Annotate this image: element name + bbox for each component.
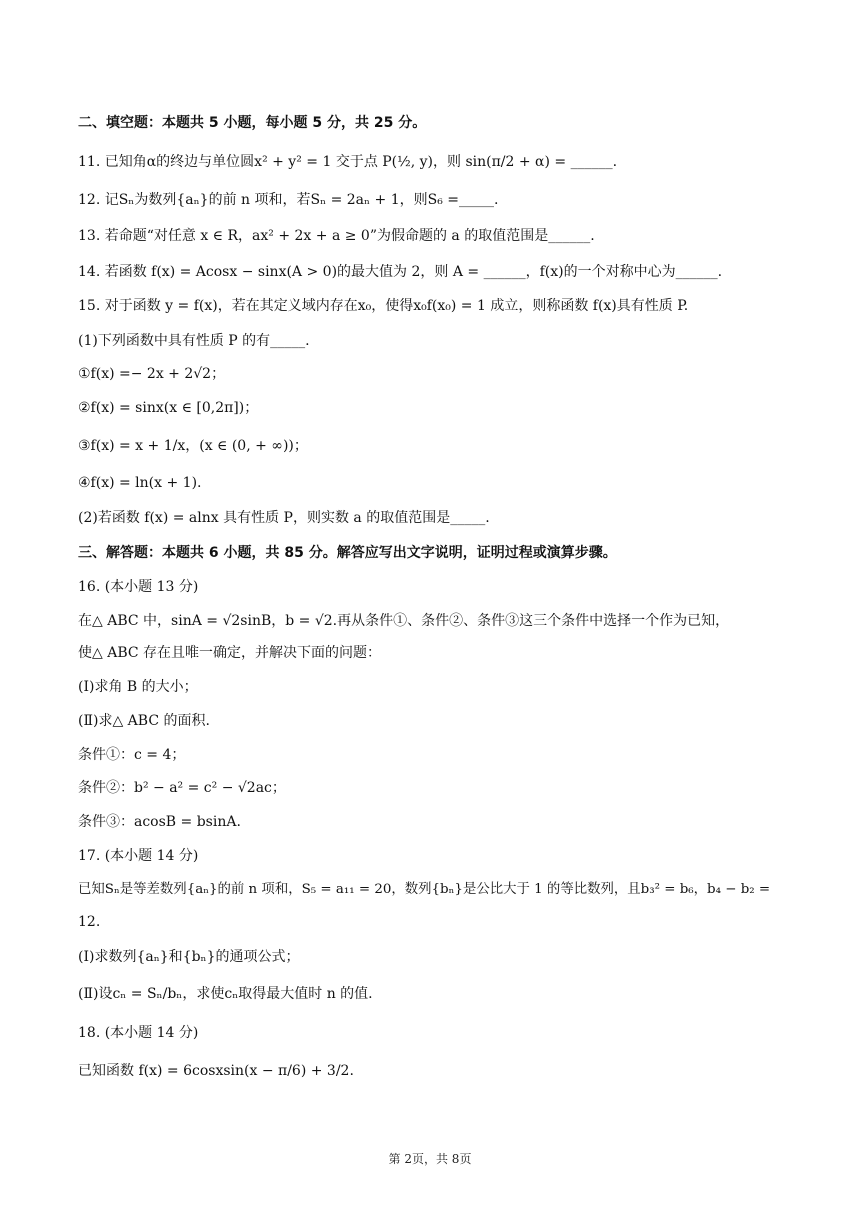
question-16-line-2: 使△ ABC 存在且唯一确定，并解决下面的问题： <box>78 645 382 661</box>
question-14: 14. 若函数 f(x) = Acosx − sinx(A > 0)的最大值为 2，则 A = ______，f(x)的一个对称中心为______. <box>78 264 723 280</box>
question-17-line-2: 12. <box>78 914 101 930</box>
question-18-line-1: 已知函数 f(x) = 6cosxsin(x − π/6) + 3/2. <box>78 1063 354 1079</box>
question-17-part-ii: (Ⅱ)设cₙ = Sₙ/bₙ，求使cₙ取得最大值时 n 的值. <box>78 986 373 1002</box>
question-16-part-i: (Ⅰ)求角 B 的大小； <box>78 679 198 695</box>
question-18-heading: 18. (本小题 14 分) <box>78 1025 199 1041</box>
question-16-part-ii: (Ⅱ)求△ ABC 的面积. <box>78 713 210 729</box>
question-16-line-1: 在△ ABC 中，sinA = √2sinB，b = √2.再从条件①、条件②、条件③这三个条件中选择一个作为已知， <box>78 613 730 629</box>
page-footer: 第 2页，共 8页 <box>388 1152 472 1166</box>
question-12: 12. 记Sₙ为数列{aₙ}的前 n 项和，若Sₙ = 2aₙ + 1，则S₆ =_____. <box>78 192 499 208</box>
question-15-option-1: ①f(x) =− 2x + 2√2； <box>78 366 226 382</box>
question-15-option-2: ②f(x) = sinx(x ∈ [0,2π])； <box>78 400 259 416</box>
question-15-part-2: (2)若函数 f(x) = alnx 具有性质 P，则实数 a 的取值范围是_____. <box>78 510 490 526</box>
question-17-line-1: 已知Sₙ是等差数列{aₙ}的前 n 项和，S₅ = a₁₁ = 20，数列{bₙ}是公比大于 1 的等比数列，且b₃² = b₆，b₄ − b₂ = <box>78 882 771 897</box>
question-16-condition-3: 条件③：acosB = bsinA. <box>78 814 241 830</box>
question-17-heading: 17. (本小题 14 分) <box>78 848 199 864</box>
question-15-option-4: ④f(x) = ln(x + 1). <box>78 475 202 491</box>
question-15-part-1: (1)下列函数中具有性质 P 的有_____. <box>78 333 310 349</box>
question-17-part-i: (Ⅰ)求数列{aₙ}和{bₙ}的通项公式； <box>78 949 300 965</box>
question-16-condition-1: 条件①：c = 4； <box>78 747 186 763</box>
question-15-option-3: ③f(x) = x + 1/x，(x ∈ (0, + ∞))； <box>78 438 308 454</box>
section-3-title: 三、解答题：本题共 6 小题，共 85 分。解答应写出文字说明，证明过程或演算步骤。 <box>78 545 617 561</box>
question-11: 11. 已知角α的终边与单位圆x² + y² = 1 交于点 P(½, y)，则 sin(π/2 + α) = ______. <box>78 154 618 170</box>
section-2-title: 二、填空题：本题共 5 小题，每小题 5 分，共 25 分。 <box>78 115 427 131</box>
question-16-condition-2: 条件②：b² − a² = c² − √2ac； <box>78 780 286 796</box>
question-13: 13. 若命题“对任意 x ∈ R，ax² + 2x + a ≥ 0”为假命题的 a 的取值范围是______. <box>78 228 595 244</box>
question-15: 15. 对于函数 y = f(x)，若在其定义域内存在x₀，使得x₀f(x₀) = 1 成立，则称函数 f(x)具有性质 P. <box>78 298 689 314</box>
question-16-heading: 16. (本小题 13 分) <box>78 579 199 595</box>
